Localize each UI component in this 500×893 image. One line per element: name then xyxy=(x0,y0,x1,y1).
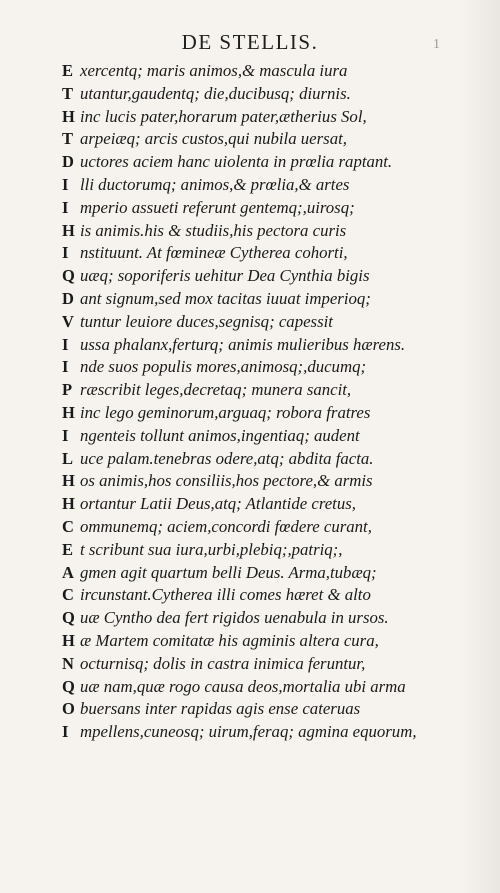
verse-initial: C xyxy=(62,585,74,605)
verse-initial: H xyxy=(62,106,75,126)
verse-initial: H xyxy=(62,220,75,240)
verse-line xyxy=(62,311,452,334)
verse-initial: H xyxy=(62,630,75,650)
verse-text: gmen agit quartum belli Deus. Arma,tubæq; xyxy=(80,562,377,582)
verse-text: æ Martem comitatæ his agminis altera cura, xyxy=(80,630,379,650)
verse-initial: H xyxy=(62,471,75,491)
verse-text: uæ Cyntho dea fert rigidos uenabula in ursos. xyxy=(80,608,389,628)
verse-line xyxy=(62,721,452,744)
verse-text: uctores aciem hanc uiolenta in prœlia raptant. xyxy=(80,152,393,172)
verse-line xyxy=(62,83,452,106)
verse-line xyxy=(62,653,452,676)
verse-initial: I xyxy=(62,197,69,217)
verse-initial: I xyxy=(62,174,69,194)
verse-line xyxy=(62,265,452,288)
verse-text: buersans inter rapidas agis ense cateruas xyxy=(80,699,361,719)
verse-initial: I xyxy=(62,722,69,742)
verse-initial: I xyxy=(62,243,69,263)
verse-text: is animis.his & studiis,his pectora curis xyxy=(80,220,347,240)
verse-line xyxy=(62,630,452,653)
verse-text: utantur,gaudentq; die,ducibusq; diurnis. xyxy=(80,83,351,103)
verse-line xyxy=(62,516,452,539)
verse-text: uce palam.tenebras odere,atq; abdita facta. xyxy=(80,448,374,468)
verse-line xyxy=(62,607,452,630)
verse-text: uæ nam,quæ rogo causa deos,mortalia ubi arma xyxy=(80,676,406,696)
verse-line xyxy=(62,220,452,243)
verse-text: ortantur Latii Deus,atq; Atlantide cretus, xyxy=(80,494,356,514)
verse-line xyxy=(62,539,452,562)
verse-text: inc lucis pater,horarum pater,ætherius Sol, xyxy=(80,106,367,126)
verse-line xyxy=(62,174,452,197)
verse-initial: V xyxy=(62,311,74,331)
verse-line xyxy=(62,584,452,607)
verse-line xyxy=(62,197,452,220)
verse-initial: T xyxy=(62,129,74,149)
verse-initial: A xyxy=(62,562,74,582)
verse-text: mperio assueti referunt gentemq;,uirosq; xyxy=(80,197,355,217)
verse-initial: I xyxy=(62,334,69,354)
verse-text: inc lego geminorum,arguaq; robora fratres xyxy=(80,402,371,422)
verse-line xyxy=(62,242,452,265)
verse-line xyxy=(62,356,452,379)
verse-block xyxy=(62,60,452,744)
verse-initial: D xyxy=(62,152,74,172)
verse-initial: H xyxy=(62,402,75,422)
verse-text: nstituunt. At fœmineæ Cytherea cohorti, xyxy=(80,243,348,263)
verse-initial: N xyxy=(62,653,74,673)
verse-text: ant signum,sed mox tacitas iuuat imperioq; xyxy=(80,288,371,308)
verse-text: ngenteis tollunt animos,ingentiaq; audent xyxy=(80,425,360,445)
verse-text: tuntur leuiore duces,segnisq; capessit xyxy=(80,311,333,331)
verse-text: mpellens,cuneosq; uirum,feraq; agmina equorum, xyxy=(80,722,417,742)
verse-line xyxy=(62,334,452,357)
verse-initial: H xyxy=(62,494,75,514)
verse-line xyxy=(62,425,452,448)
verse-line xyxy=(62,106,452,129)
verse-line xyxy=(62,470,452,493)
verse-initial: P xyxy=(62,380,73,400)
verse-initial: Q xyxy=(62,676,75,696)
verse-text: ussa phalanx,ferturq; animis mulieribus hærens. xyxy=(80,334,406,354)
verse-text: xercentq; maris animos,& mascula iura xyxy=(80,61,348,80)
verse-initial: C xyxy=(62,516,74,536)
verse-line xyxy=(62,493,452,516)
verse-line xyxy=(62,562,452,585)
verse-line xyxy=(62,448,452,471)
running-title: DE STELLIS. xyxy=(181,30,319,54)
verse-text: lli ductorumq; animos,& prœlia,& artes xyxy=(80,174,350,194)
verse-text: ræscribit leges,decretaq; munera sancit, xyxy=(80,380,352,400)
verse-initial: I xyxy=(62,425,69,445)
verse-initial: T xyxy=(62,83,74,103)
verse-line xyxy=(62,288,452,311)
verse-initial: I xyxy=(62,357,69,377)
verse-text: os animis,hos consiliis,hos pectore,& armis xyxy=(80,471,373,491)
verse-line xyxy=(62,151,452,174)
verse-text: arpeiæq; arcis custos,qui nubila uersat, xyxy=(80,129,347,149)
verse-line xyxy=(62,402,452,425)
verse-text: ommunemq; aciem,concordi fœdere curant, xyxy=(80,516,372,536)
verse-initial: D xyxy=(62,288,74,308)
verse-line xyxy=(62,60,452,83)
verse-text: uæq; soporiferis uehitur Dea Cynthia bigis xyxy=(80,266,370,286)
page-mark: 1 xyxy=(433,37,440,52)
verse-initial: E xyxy=(62,539,74,559)
verse-line xyxy=(62,128,452,151)
verse-line xyxy=(62,698,452,721)
verse-line xyxy=(62,379,452,402)
verse-text: octurnisq; dolis in castra inimica feruntur, xyxy=(80,653,366,673)
verse-text: nde suos populis mores,animosq;,ducumq; xyxy=(80,357,367,377)
verse-text: ircunstant.Cytherea illi comes hæret & alto xyxy=(80,585,371,605)
verse-initial: E xyxy=(62,61,74,80)
verse-text: t scribunt sua iura,urbi,plebiq;,patriq;, xyxy=(80,539,343,559)
verse-initial: L xyxy=(62,448,74,468)
verse-initial: Q xyxy=(62,266,75,286)
verse-line xyxy=(62,676,452,699)
verse-initial: Q xyxy=(62,608,75,628)
verse-initial: O xyxy=(62,699,75,719)
